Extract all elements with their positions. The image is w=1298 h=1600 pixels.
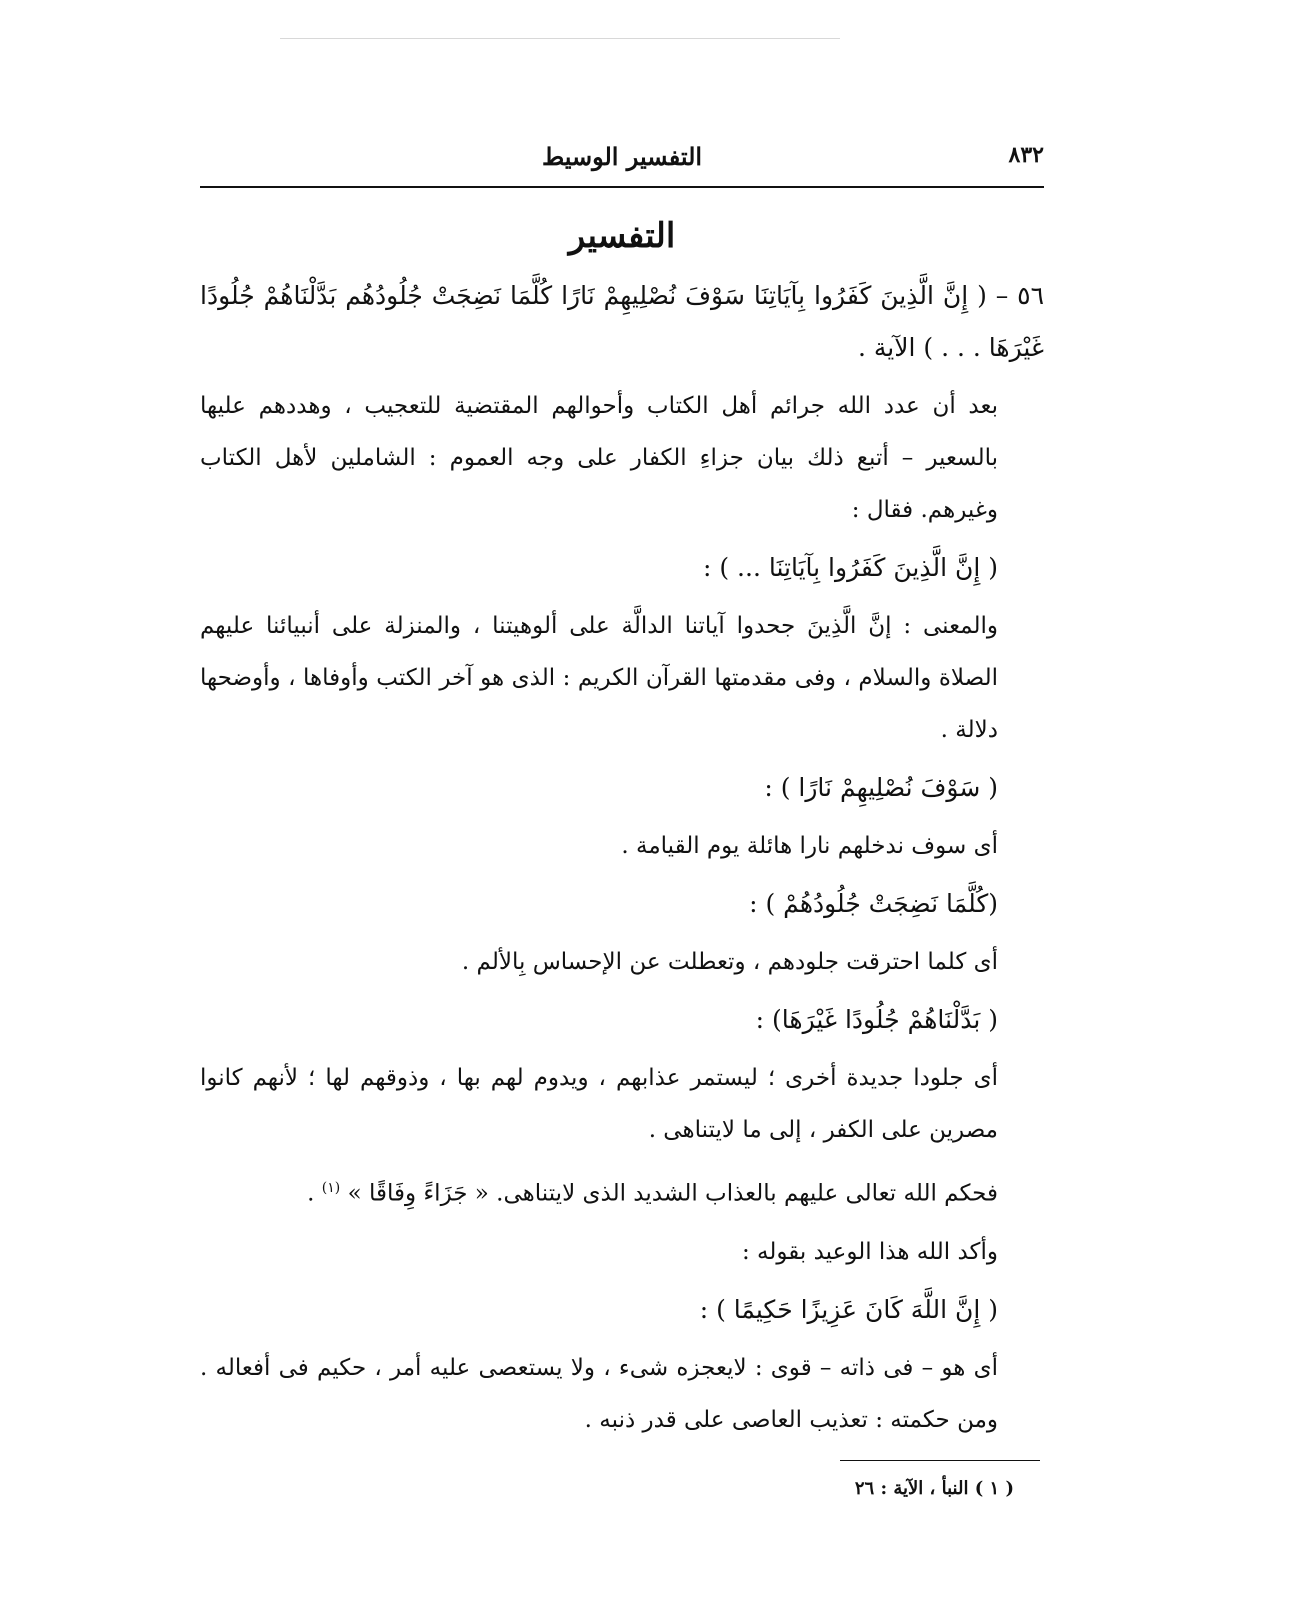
page-header [200,142,1044,178]
header-rule [200,186,1044,188]
verse-quote: ( بَدَّلْنَاهُمْ جُلُودًا غَيْرَهَا) : [755,1005,998,1034]
section-title: التفسير [568,216,676,256]
page-number: ٨٣٢ [1008,142,1044,168]
footnote-reference: (١) [321,1180,341,1196]
paragraph: أى هو – فى ذاته – قوى : لايعجزه شىء ، ولا يستعصى عليه أمر ، حكيم فى أفعاله . ومن حكمته : تعذيب العاصى على قدر ذنبه . [200,1354,998,1433]
paragraph: أى جلودا جديدة أخرى ؛ ليستمر عذابهم ، ويدوم لهم بها ، وذوقهم لها ؛ لأنهم كانوا مصرين على الكفر ، إلى ما لايتناهى . [200,1065,998,1143]
verse-heading: ٥٦ – ( إِنَّ الَّذِينَ كَفَرُوا بِآيَاتِنَا سَوْفَ نُصْلِيهِمْ نَارًا كُلَّمَا نَضِجَتْ جُلُودُهُم بَدَّلْنَاهُمْ جُلُودًا غَيْرَهَا . . . ) الآية . [200,281,1044,362]
paragraph: أى كلما احترقت جلودهم ، وتعطلت عن الإحساس بِالألم . [461,949,998,975]
paragraph-with-footnote: فحكم الله تعالى عليهم بالعذاب الشديد الذى لايتناهى. « جَزَاءً وِفَاقًا » $^{(١)}$ . [307,1180,998,1207]
verse-quote: ( إِنَّ الَّذِينَ كَفَرُوا بِآيَاتِنَا ... ) : [702,553,998,582]
verse-quote: ( سَوْفَ نُصْلِيهِمْ نَارًا ) : [764,773,998,802]
page-body [200,270,1044,1452]
footnote-rule [840,1460,1040,1461]
paragraph: وأكد الله هذا الوعيد بقوله : [741,1238,998,1265]
paragraph: بعد أن عدد الله جرائم أهل الكتاب وأحوالهم المقتضية للتعجيب ، وهددهم عليها بالسعير – أتبع ذلك بيان جزاءِ الكفار على وجه العموم : الشاملين لأهل الكتاب وغيرهم. فقال : [200,393,998,523]
paragraph: والمعنى : إنَّ الَّذِينَ جحدوا آياتنا الدالَّة على ألوهيتنا ، والمنزلة على أنبيائنا عليهم الصلاة والسلام ، وفى مقدمتها القرآن الكريم : الذى هو آخر الكتب وأوفاها ، وأوضحها دلالة . [200,613,998,743]
footnote: ( ١ ) النبأ ، الآية : ٢٦ [854,1478,1014,1499]
running-title: التفسير الوسيط [541,142,703,171]
book-page [200,0,1044,1600]
verse-quote: (كُلَّمَا نَضِجَتْ جُلُودُهُمْ ) : [749,889,998,918]
paragraph: أى سوف ندخلهم نارا هائلة يوم القيامة . [621,833,998,859]
paragraph-text: فحكم الله تعالى عليهم بالعذاب الشديد الذى لايتناهى. « جَزَاءً وِفَاقًا » [347,1180,998,1207]
verse-quote: ( إِنَّ اللَّهَ كَانَ عَزِيزًا حَكِيمًا ) : [699,1294,998,1324]
